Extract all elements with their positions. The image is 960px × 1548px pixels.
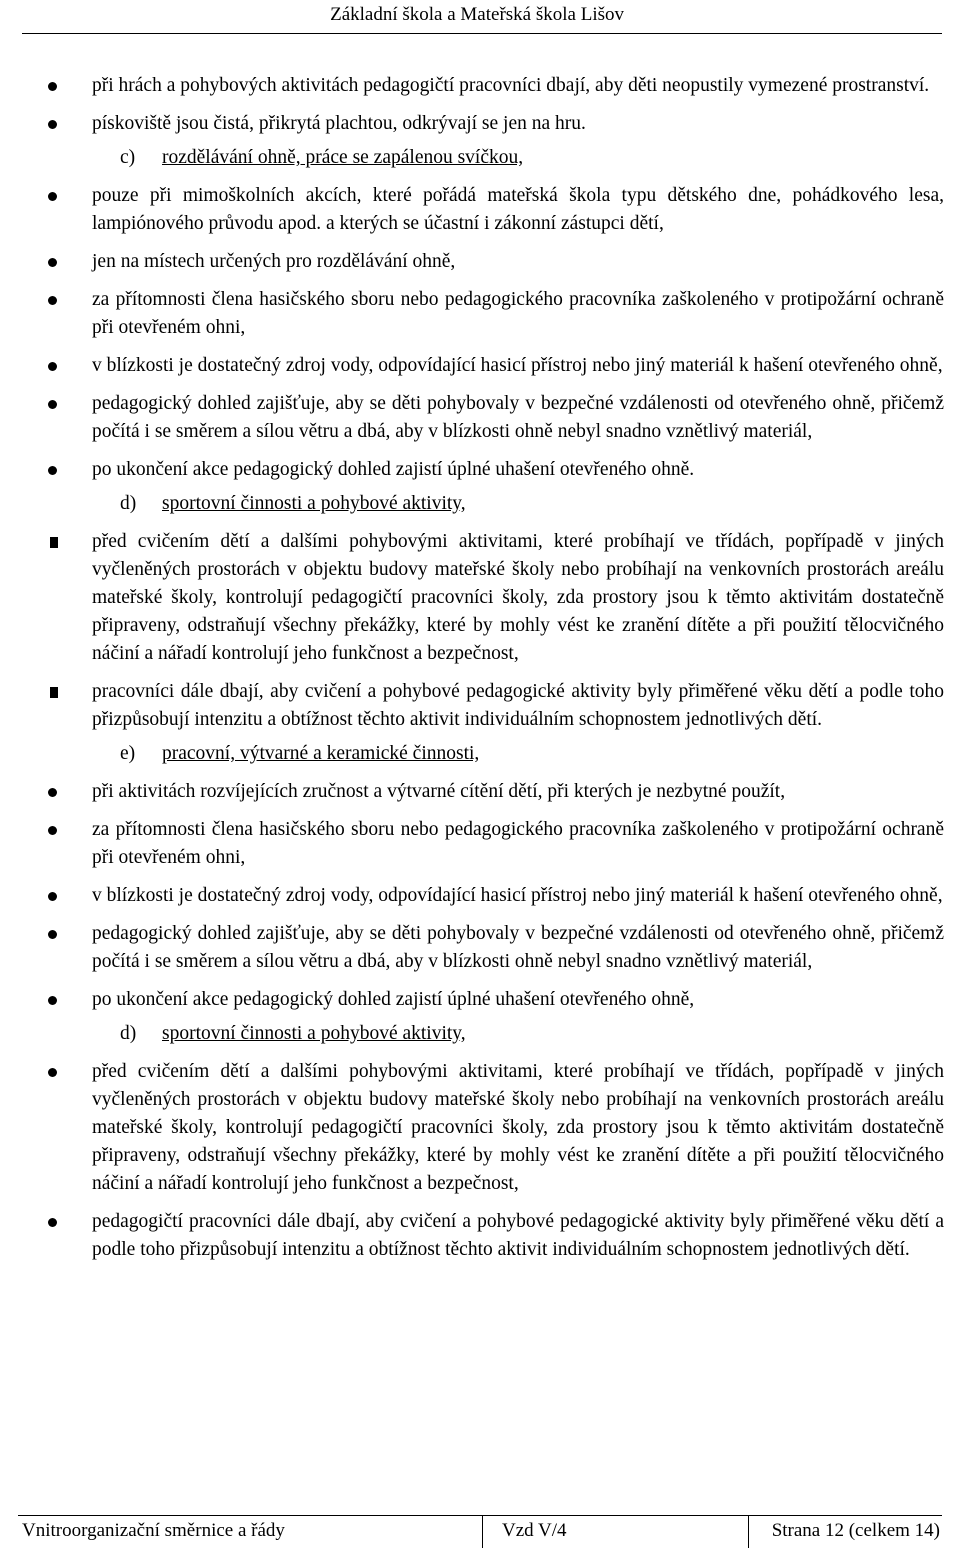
bullet-icon [48,82,57,91]
bullet-icon [48,996,57,1005]
bullet-icon [48,930,57,939]
bullet-icon [48,296,57,305]
bullet-icon [48,258,57,267]
bullet-icon [48,362,57,371]
section-title: rozdělávání ohně, práce se zapálenou svíčkou, [162,147,524,168]
square-bullet-icon [50,537,58,548]
footer-document-code: Vzd V/4 [502,1520,567,1541]
bullet-icon [48,1068,57,1077]
list-item: před cvičením dětí a dalšími pohybovými aktivitami, které probíhají ve třídách, popřípadě v jiných vyčleněných prostorách v objektu budovy mateřské školy nebo probíhají na venkovních prostorách areálu mateřské školy, kontrolují pedagogičtí pracovníci školy, zda prostory jsou k těmto aktivitám dostatečně připraveny, odstraňují všechny překážky, které by mohly vést ke zranění dítěte a při použití tělocvičného náčiní a nářadí kontrolují jeho funkčnost a bezpečnost, [22,1058,944,1198]
list-item: pouze při mimoškolních akcích, které pořádá mateřská škola typu dětského dne, pohádkového lesa, lampiónového průvodu apod. a kterých se účastní i zákonní zástupci dětí, [22,182,944,238]
list-item: při hrách a pohybových aktivitách pedagogičtí pracovníci dbají, aby děti neopustily vymezené prostranství. [22,72,944,100]
section-heading-d: d) sportovní činnosti a pohybové aktivity, [120,493,466,514]
header-divider [22,33,942,34]
section-heading-d-repeat: d) sportovní činnosti a pohybové aktivity, [120,1023,466,1044]
document-body [22,72,944,1274]
bullet-icon [48,826,57,835]
page-header-title: Základní škola a Mateřská škola Lišov [330,4,624,25]
section-heading-c: c) rozdělávání ohně, práce se zapálenou svíčkou, [120,147,524,168]
bullet-icon [48,892,57,901]
list-item: pískoviště jsou čistá, přikrytá plachtou, odkrývají se jen na hru. [22,110,944,138]
footer-page-number: Strana 12 (celkem 14) [771,1520,940,1541]
list-item: jen na místech určených pro rozdělávání ohně, [22,248,944,276]
section-title: sportovní činnosti a pohybové aktivity, [162,1023,466,1044]
list-item: před cvičením dětí a dalšími pohybovými aktivitami, které probíhají ve třídách, popřípadě v jiných vyčleněných prostorách v objektu budovy mateřské školy nebo probíhají na venkovních prostorách areálu mateřské školy, kontrolují pedagogičtí pracovníci školy, zda prostory jsou k těmto aktivitám dostatečně připraveny, odstraňují všechny překážky, které by mohly vést ke zranění dítěte a při použití tělocvičného náčiní a nářadí kontrolují jeho funkčnost a bezpečnost, [22,528,944,668]
footer-separator [482,1515,483,1548]
footer-divider [18,1515,942,1516]
bullet-icon [48,400,57,409]
list-item: v blízkosti je dostatečný zdroj vody, odpovídající hasicí přístroj nebo jiný materiál k hašení otevřeného ohně, [22,882,944,910]
footer-document-name: Vnitroorganizační směrnice a řády [22,1520,285,1541]
bullet-icon [48,466,57,475]
bullet-icon [48,1218,57,1227]
list-item: pedagogický dohled zajišťuje, aby se děti pohybovaly v bezpečné vzdálenosti od otevřeného ohně, přičemž počítá i se směrem a sílou větru a dbá, aby v blízkosti ohně nebyl snadno vznětlivý materiál, [22,390,944,446]
footer-separator [748,1515,749,1548]
list-item: po ukončení akce pedagogický dohled zajistí úplné uhašení otevřeného ohně, [22,986,944,1014]
list-item: po ukončení akce pedagogický dohled zajistí úplné uhašení otevřeného ohně. [22,456,944,484]
bullet-icon [48,788,57,797]
list-item: pedagogický dohled zajišťuje, aby se děti pohybovaly v bezpečné vzdálenosti od otevřeného ohně, přičemž počítá i se směrem a sílou větru a dbá, aby v blízkosti ohně nebyl snadno vznětlivý materiál, [22,920,944,976]
list-item: za přítomnosti člena hasičského sboru nebo pedagogického pracovníka zaškoleného v protipožární ochraně při otevřeném ohni, [22,286,944,342]
list-item: pracovníci dále dbají, aby cvičení a pohybové pedagogické aktivity byly přiměřené věku dětí a podle toho přizpůsobují intenzitu a obtížnost těchto aktivit individuálním schopnostem jednotlivých dětí. [22,678,944,734]
list-item: pedagogičtí pracovníci dále dbají, aby cvičení a pohybové pedagogické aktivity byly přiměřené věku dětí a podle toho přizpůsobují intenzitu a obtížnost těchto aktivit individuálním schopnostem jednotlivých dětí. [22,1208,944,1264]
list-item: při aktivitách rozvíjejících zručnost a výtvarné cítění dětí, při kterých je nezbytné použít, [22,778,944,806]
bullet-icon [48,192,57,201]
list-item: v blízkosti je dostatečný zdroj vody, odpovídající hasicí přístroj nebo jiný materiál k hašení otevřeného ohně, [22,352,944,380]
section-heading-e: e) pracovní, výtvarné a keramické činnosti, [120,743,480,764]
bullet-icon [48,120,57,129]
section-title: sportovní činnosti a pohybové aktivity, [162,493,466,514]
list-item: za přítomnosti člena hasičského sboru nebo pedagogického pracovníka zaškoleného v protipožární ochraně při otevřeném ohni, [22,816,944,872]
square-bullet-icon [50,687,58,698]
section-title: pracovní, výtvarné a keramické činnosti, [162,743,480,764]
